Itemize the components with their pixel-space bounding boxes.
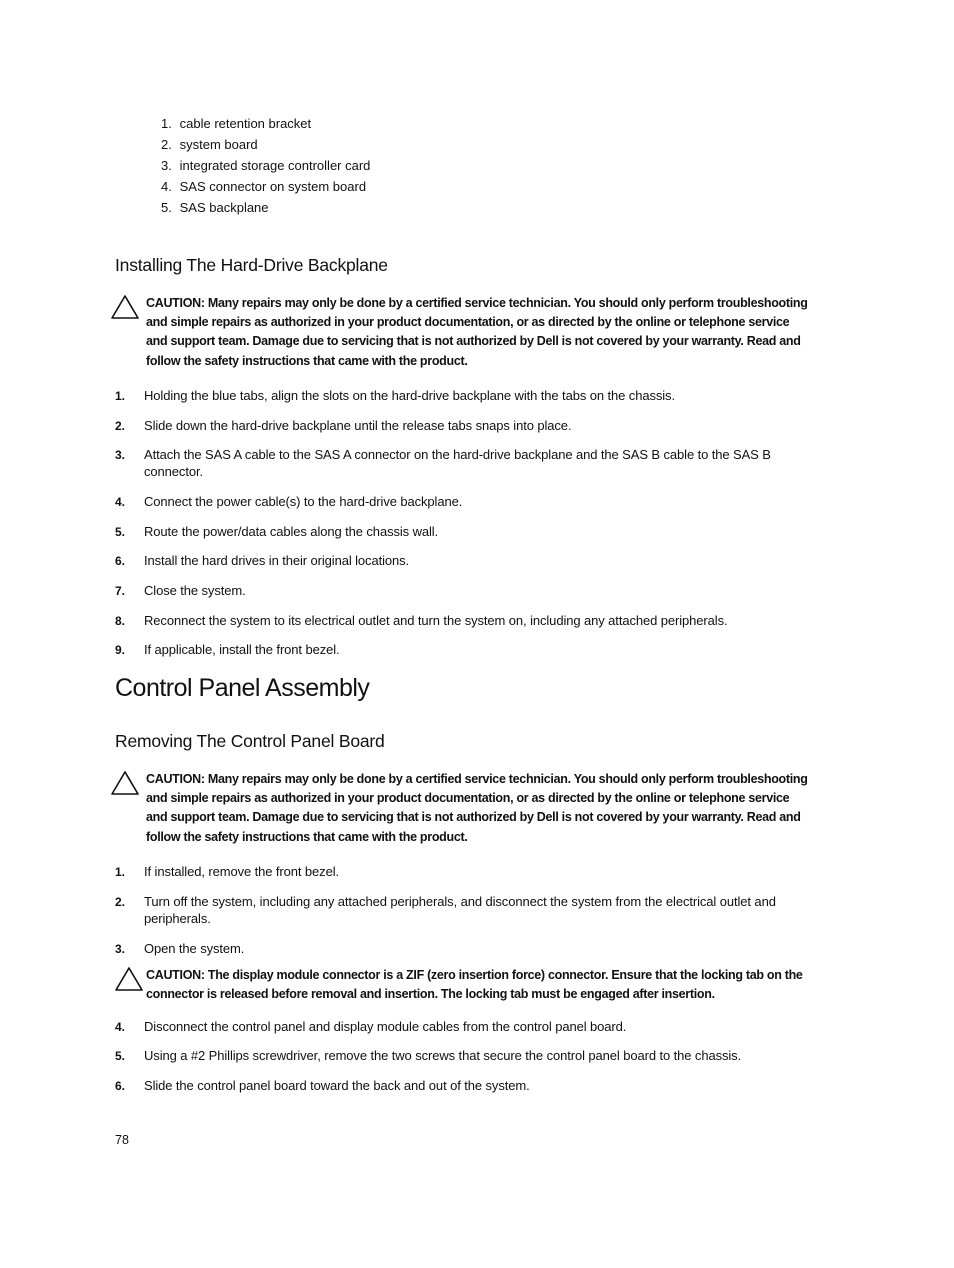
caution-icon [110,294,140,320]
caution-text: CAUTION: Many repairs may only be done by a certified service technician. You should only perform troubleshooting and simple repairs as authorized in your product documentation, or as directed by the online or telephone service and support team. Damage due to servicing that is not authorized by Dell is not covered by your warranty. Read and follow the safety instructions that came with the product. [146,296,808,368]
caution-icon [110,770,140,796]
caution-text: CAUTION: The display module connector is a ZIF (zero insertion force) connector. Ensure that the locking tab on the connector is released before removal and insertion. The locking tab must be engaged after insertion. [146,968,803,1002]
legend-item: 1. cable retention bracket [161,116,312,131]
caution-icon [114,966,144,992]
figure-legend [161,113,370,218]
legend-item: 2. system board [161,137,258,152]
page-number: 78 [115,1133,129,1147]
section-heading-removing-control-panel: Removing The Control Panel Board [115,731,385,751]
section-heading-installing-backplane: Installing The Hard-Drive Backplane [115,255,388,275]
caution-text: CAUTION: Many repairs may only be done by a certified service technician. You should only perform troubleshooting and simple repairs as authorized in your product documentation, or as directed by the online or telephone service and support team. Damage due to servicing that is not authorized by Dell is not covered by your warranty. Read and follow the safety instructions that came with the product. [146,772,808,844]
chapter-title: Control Panel Assembly [115,674,370,702]
legend-item: 4. SAS connector on system board [161,179,367,194]
legend-item: 3. integrated storage controller card [161,158,371,173]
legend-item: 5. SAS backplane [161,200,269,215]
